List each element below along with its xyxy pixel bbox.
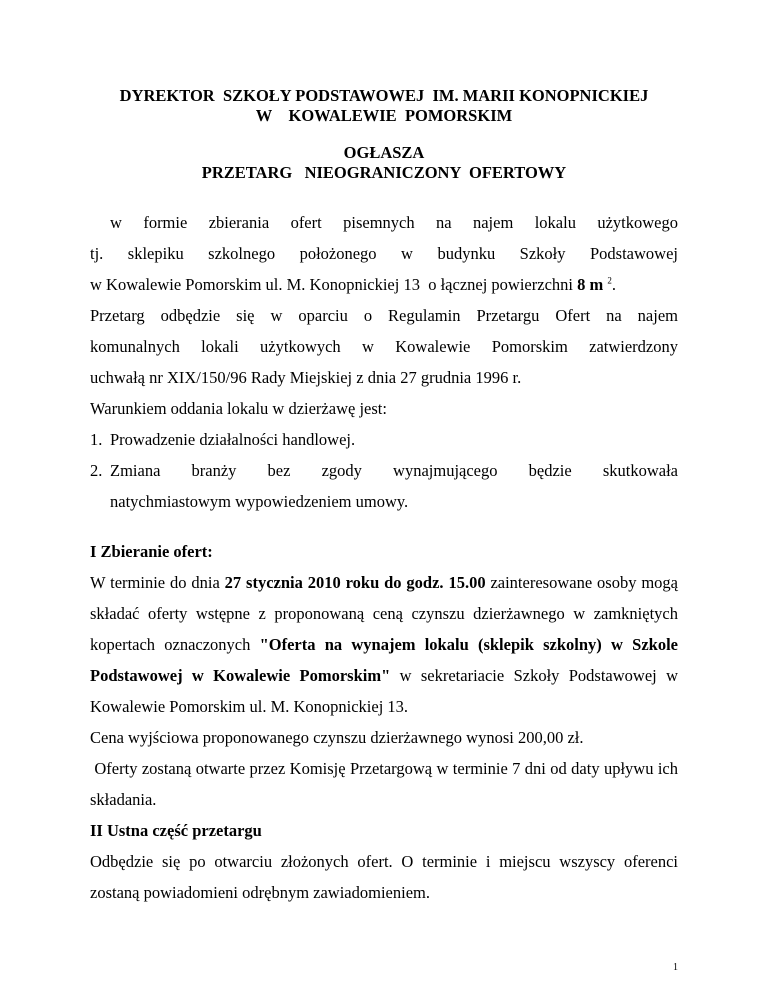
conditions-list bbox=[90, 424, 678, 517]
list-item-number: 2. bbox=[90, 461, 103, 480]
intro-line-6: uchwałą nr XIX/150/96 Rady Miejskiej z dnia 27 grudnia 1996 r. bbox=[90, 368, 522, 387]
intro-line-4: Przetarg odbędzie się w oparciu o Regulamin Przetargu Ofert na najem bbox=[90, 306, 678, 325]
section-2-paragraph: Odbędzie się po otwarciu złożonych ofert. O terminie i miejscu wszyscy oferenci zostaną powiadomieni odrębnym zawiadomieniem. bbox=[90, 852, 678, 902]
section-1-text-c: zainteresowane osoby mogą składać oferty wstępne z proponowaną ceną czynszu dzierżawnego w zamkniętych kopertach oznaczonych bbox=[90, 573, 678, 654]
section-1 bbox=[90, 536, 683, 908]
list-item bbox=[90, 424, 678, 455]
section-1-title: I Zbieranie ofert: bbox=[90, 542, 213, 561]
conditions-block bbox=[90, 393, 678, 517]
intro-line-5: komunalnych lokali użytkowych w Kowalewie Pomorskim zatwierdzony bbox=[90, 337, 678, 356]
conditions-intro: Warunkiem oddania lokalu w dzierżawę jest: bbox=[90, 399, 387, 418]
intro-line-1: w formie zbierania ofert pisemnych na najem lokalu użytkowego bbox=[110, 213, 678, 232]
starting-price: Cena wyjściowa proponowanego czynszu dzierżawnego wynosi 200,00 zł. bbox=[90, 728, 584, 747]
list-item-number: 1. bbox=[90, 430, 103, 449]
intro-line-3-text: w Kowalewie Pomorskim ul. M. Konopnickiej 13 o łącznej powierzchni bbox=[90, 275, 578, 294]
area-unit-exponent: 2 bbox=[607, 275, 612, 286]
list-item-text-line-1: Zmiana branży bez zgody wynajmującego będzie skutkowała bbox=[110, 461, 678, 480]
header-line-1: DYREKTOR SZKOŁY PODSTAWOWEJ IM. MARII KONOPNICKIEJ bbox=[119, 86, 649, 105]
header-line-2: W KOWALEWIE POMORSKIM bbox=[255, 106, 513, 125]
section-1-paragraph bbox=[90, 567, 678, 722]
header-line-3: OGŁASZA bbox=[343, 143, 425, 162]
area-value: 8 m bbox=[577, 275, 608, 294]
section-1-text-a: W terminie do dnia bbox=[90, 573, 225, 592]
list-item-text-line-2: natychmiastowym wypowiedzeniem umowy. bbox=[110, 492, 409, 511]
section-1-text-e: w sekretariacie Szkoły Podstawowej w Kowalewie Pomorskim ul. M. Konopnickiej 13. bbox=[90, 666, 679, 716]
opening-info: Oferty zostaną otwarte przez Komisję Przetargową w terminie 7 dni od daty upływu ich składania. bbox=[90, 759, 683, 809]
header-authority bbox=[90, 86, 678, 126]
header-line-4: PRZETARG NIEOGRANICZONY OFERTOWY bbox=[201, 163, 567, 182]
list-item bbox=[90, 455, 678, 517]
section-2-title: II Ustna część przetargu bbox=[90, 821, 262, 840]
intro-line-2: tj. sklepiku szkolnego położonego w budynku Szkoły Podstawowej bbox=[90, 244, 678, 263]
deadline: 27 stycznia 2010 roku do godz. 15.00 bbox=[224, 573, 486, 592]
header-announcement bbox=[90, 143, 678, 183]
intro-line-3-end: . bbox=[611, 275, 616, 294]
list-item-text: Prowadzenie działalności handlowej. bbox=[110, 430, 356, 449]
intro-paragraph bbox=[90, 207, 678, 393]
envelope-label: "Oferta na wynajem lokalu (sklepik szkolny) w Szkole Podstawowej w Kowalewie Pomorskim" bbox=[90, 635, 678, 685]
intro-line-3 bbox=[90, 269, 678, 300]
page-number: 1 bbox=[673, 962, 678, 973]
